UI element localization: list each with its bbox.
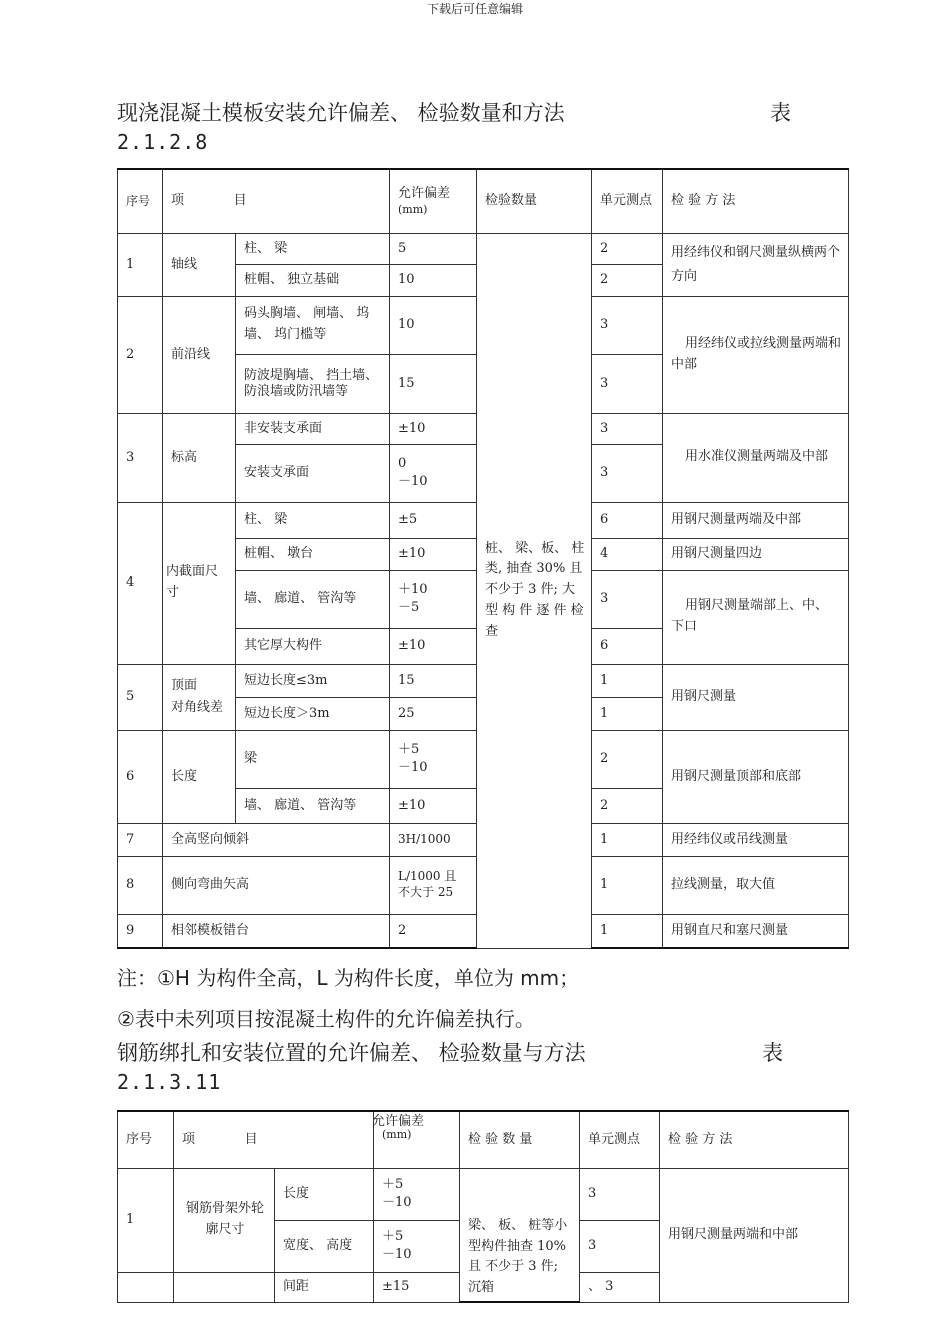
t1-r4-b-tol: ±10 (390, 538, 477, 570)
t1-r3-item: 标高 (163, 413, 236, 502)
t1-r2-a-tol: 10 (390, 296, 477, 354)
table2-title-right: 表 (762, 1041, 783, 1065)
t1-r3-a-tol: ±10 (390, 413, 477, 444)
table1-title-right: 表 (770, 101, 791, 125)
t1-r4-a-sub: 柱、 梁 (236, 502, 390, 538)
t1-r5-b-pts: 1 (592, 697, 663, 730)
t1-r6-method: 用钢尺测量顶部和底部 (663, 730, 849, 823)
t1-r5-b-tol: 25 (390, 697, 477, 730)
t1-r1-a-tol: 5 (390, 233, 477, 264)
t2-r2-sub: 间距 (275, 1272, 374, 1302)
t1-r6-b-pts: 2 (592, 788, 663, 823)
table1-code: 2.1.2.8 (117, 130, 209, 154)
t1-h-item: 项 目 (163, 169, 390, 233)
t1-r2-method: 用经纬仪或拉线测量两端和中部 (663, 296, 849, 413)
t1-r8-method: 拉线测量，取大值 (663, 856, 849, 914)
t1-r7-pts: 1 (592, 823, 663, 856)
t1-r5-a-pts: 1 (592, 664, 663, 697)
t1-r2-b-sub: 防波堤胸墙、 挡土墙、 防浪墙或防汛墙等 (236, 354, 390, 413)
table1-title: 现浇混凝土模板安装允许偏差、 检验数量和方法 (117, 101, 565, 125)
t1-r3-seq: 3 (118, 413, 163, 502)
t1-r6-b-tol: ±10 (390, 788, 477, 823)
t2-r1-b-pts: 3 (580, 1220, 660, 1272)
t1-r4-item: 内截面尺寸 (163, 502, 236, 664)
t1-r6-b-sub: 墙、 廊道、 管沟等 (236, 788, 390, 823)
t1-r9-item: 相邻模板错台 (163, 914, 390, 948)
t2-h-method: 检 验 方 法 (660, 1111, 849, 1168)
t2-r1-a-sub: 长度 (275, 1168, 374, 1220)
header-note: 下载后可任意编辑 (426, 2, 523, 16)
table2-code: 2.1.3.11 (117, 1070, 222, 1094)
t2-r1-a-pts: 3 (580, 1168, 660, 1220)
t2-r1-b-tol: ＋5 －10 (374, 1220, 460, 1272)
t1-r1-seq: 1 (118, 233, 163, 296)
t1-r8-pts: 1 (592, 856, 663, 914)
t1-r3-b-sub: 安装支承面 (236, 444, 390, 502)
t1-r6-a-pts: 2 (592, 730, 663, 788)
t1-r2-a-sub: 码头胸墙、 闸墙、 坞墙、 坞门槛等 (236, 296, 390, 354)
t1-r2-b-tol: 15 (390, 354, 477, 413)
t1-r1-item: 轴线 (163, 233, 236, 296)
t1-r1-a-sub: 柱、 梁 (236, 233, 390, 264)
t1-r5-method: 用钢尺测量 (663, 664, 849, 730)
t1-r6-seq: 6 (118, 730, 163, 823)
t1-r4-cd-method: 用钢尺测量端部上、中、 下口 (663, 570, 849, 664)
t1-r2-seq: 2 (118, 296, 163, 413)
t1-h-method: 检 验 方 法 (663, 169, 849, 233)
t1-r2-a-pts: 3 (592, 296, 663, 354)
t1-r7-tol: 3H/1000 (390, 823, 477, 856)
t1-r2-item: 前沿线 (163, 296, 236, 413)
t1-r4-c-sub: 墙、 廊道、 管沟等 (236, 570, 390, 628)
t1-r8-item: 侧向弯曲矢高 (163, 856, 390, 914)
t1-r1-method: 用经纬仪和钢尺测量纵横两个方向 (663, 233, 849, 296)
t1-r5-seq: 5 (118, 664, 163, 730)
t1-r7-item: 全高竖向倾斜 (163, 823, 390, 856)
t2-r1-a-tol: ＋5 －10 (374, 1168, 460, 1220)
t1-r8-tol: L/1000 且不大于 25 (390, 856, 477, 914)
t1-r5-b-sub: 短边长度＞3m (236, 697, 390, 730)
t2-r1-item: 钢筋骨架外轮廓尺寸 (174, 1168, 275, 1272)
t1-r4-b-sub: 桩帽、 墩台 (236, 538, 390, 570)
t1-r1-b-tol: 10 (390, 264, 477, 296)
t1-r1-b-sub: 桩帽、 独立基础 (236, 264, 390, 296)
t2-r2-item (174, 1272, 275, 1302)
t1-h-points: 单元测点 (592, 169, 663, 233)
t1-r9-tol: 2 (390, 914, 477, 948)
t1-h-seq: 序号 (118, 169, 163, 233)
t1-r1-b-pts: 2 (592, 264, 663, 296)
t1-r6-a-sub: 梁 (236, 730, 390, 788)
note-2: ②表中未列项目按混凝土构件的允许偏差执行。 (117, 1007, 535, 1031)
t1-r4-d-sub: 其它厚大构件 (236, 628, 390, 664)
t2-r2-pts: 、 3 (580, 1272, 660, 1302)
t1-r3-method: 用水准仪测量两端及中部 (663, 413, 849, 502)
t1-r4-a-method: 用钢尺测量两端及中部 (663, 502, 849, 538)
t1-r3-b-tol: 0 －10 (390, 444, 477, 502)
t2-h-points: 单元测点 (580, 1111, 660, 1168)
t2-h-count: 检 验 数 量 (460, 1111, 580, 1168)
t2-h-item: 项 目 (174, 1111, 374, 1168)
t1-r5-a-sub: 短边长度≤3m (236, 664, 390, 697)
t1-count: 桩、 梁、板、 柱类, 抽查 30% 且不少于 3 件; 大 型 构 件 逐 件 检查 (477, 233, 592, 948)
table2-title: 钢筋绑扎和安装位置的允许偏差、 检验数量与方法 (117, 1041, 586, 1065)
t1-r4-a-tol: ±5 (390, 502, 477, 538)
t2-r2-seq (118, 1272, 174, 1302)
t2-r1-b-sub: 宽度、 高度 (275, 1220, 374, 1272)
table1 (117, 168, 849, 949)
t1-r4-c-pts: 3 (592, 570, 663, 628)
t2-h-tol: 允许偏差 (mm) (374, 1111, 460, 1168)
t1-r4-b-method: 用钢尺测量四边 (663, 538, 849, 570)
t1-r6-item: 长度 (163, 730, 236, 823)
t2-r2-tol: ±15 (374, 1272, 460, 1302)
t1-r8-seq: 8 (118, 856, 163, 914)
t2-r1-method: 用钢尺测量两端和中部 (660, 1168, 849, 1302)
t1-r4-b-pts: 4 (592, 538, 663, 570)
note-1: 注：①H 为构件全高，L 为构件长度，单位为 mm； (117, 966, 580, 990)
t1-r1-a-pts: 2 (592, 233, 663, 264)
t1-r7-method: 用经纬仪或吊线测量 (663, 823, 849, 856)
t2-h-seq: 序号 (118, 1111, 174, 1168)
t1-r3-b-pts: 3 (592, 444, 663, 502)
t1-r4-a-pts: 6 (592, 502, 663, 538)
t1-r9-pts: 1 (592, 914, 663, 948)
t1-r4-d-pts: 6 (592, 628, 663, 664)
t1-r4-d-tol: ±10 (390, 628, 477, 664)
t1-h-tol: 允许偏差 (mm) (390, 169, 477, 233)
t1-r7-seq: 7 (118, 823, 163, 856)
t1-r3-a-sub: 非安装支承面 (236, 413, 390, 444)
t1-r4-c-tol: ＋10 －5 (390, 570, 477, 628)
t1-r9-method: 用钢直尺和塞尺测量 (663, 914, 849, 948)
table2 (117, 1110, 849, 1303)
t1-r4-seq: 4 (118, 502, 163, 664)
t1-r5-a-tol: 15 (390, 664, 477, 697)
t1-h-count: 检验数量 (477, 169, 592, 233)
t1-r6-a-tol: ＋5 －10 (390, 730, 477, 788)
t1-r5-item: 顶面 对角线差 (163, 664, 236, 730)
t1-r9-seq: 9 (118, 914, 163, 948)
t1-r3-a-pts: 3 (592, 413, 663, 444)
t2-r1-seq: 1 (118, 1168, 174, 1272)
t1-r2-b-pts: 3 (592, 354, 663, 413)
t2-count: 梁、 板、 桩等小 型构件抽查 10%且 不少于 3 件; 沉箱 (460, 1168, 580, 1302)
